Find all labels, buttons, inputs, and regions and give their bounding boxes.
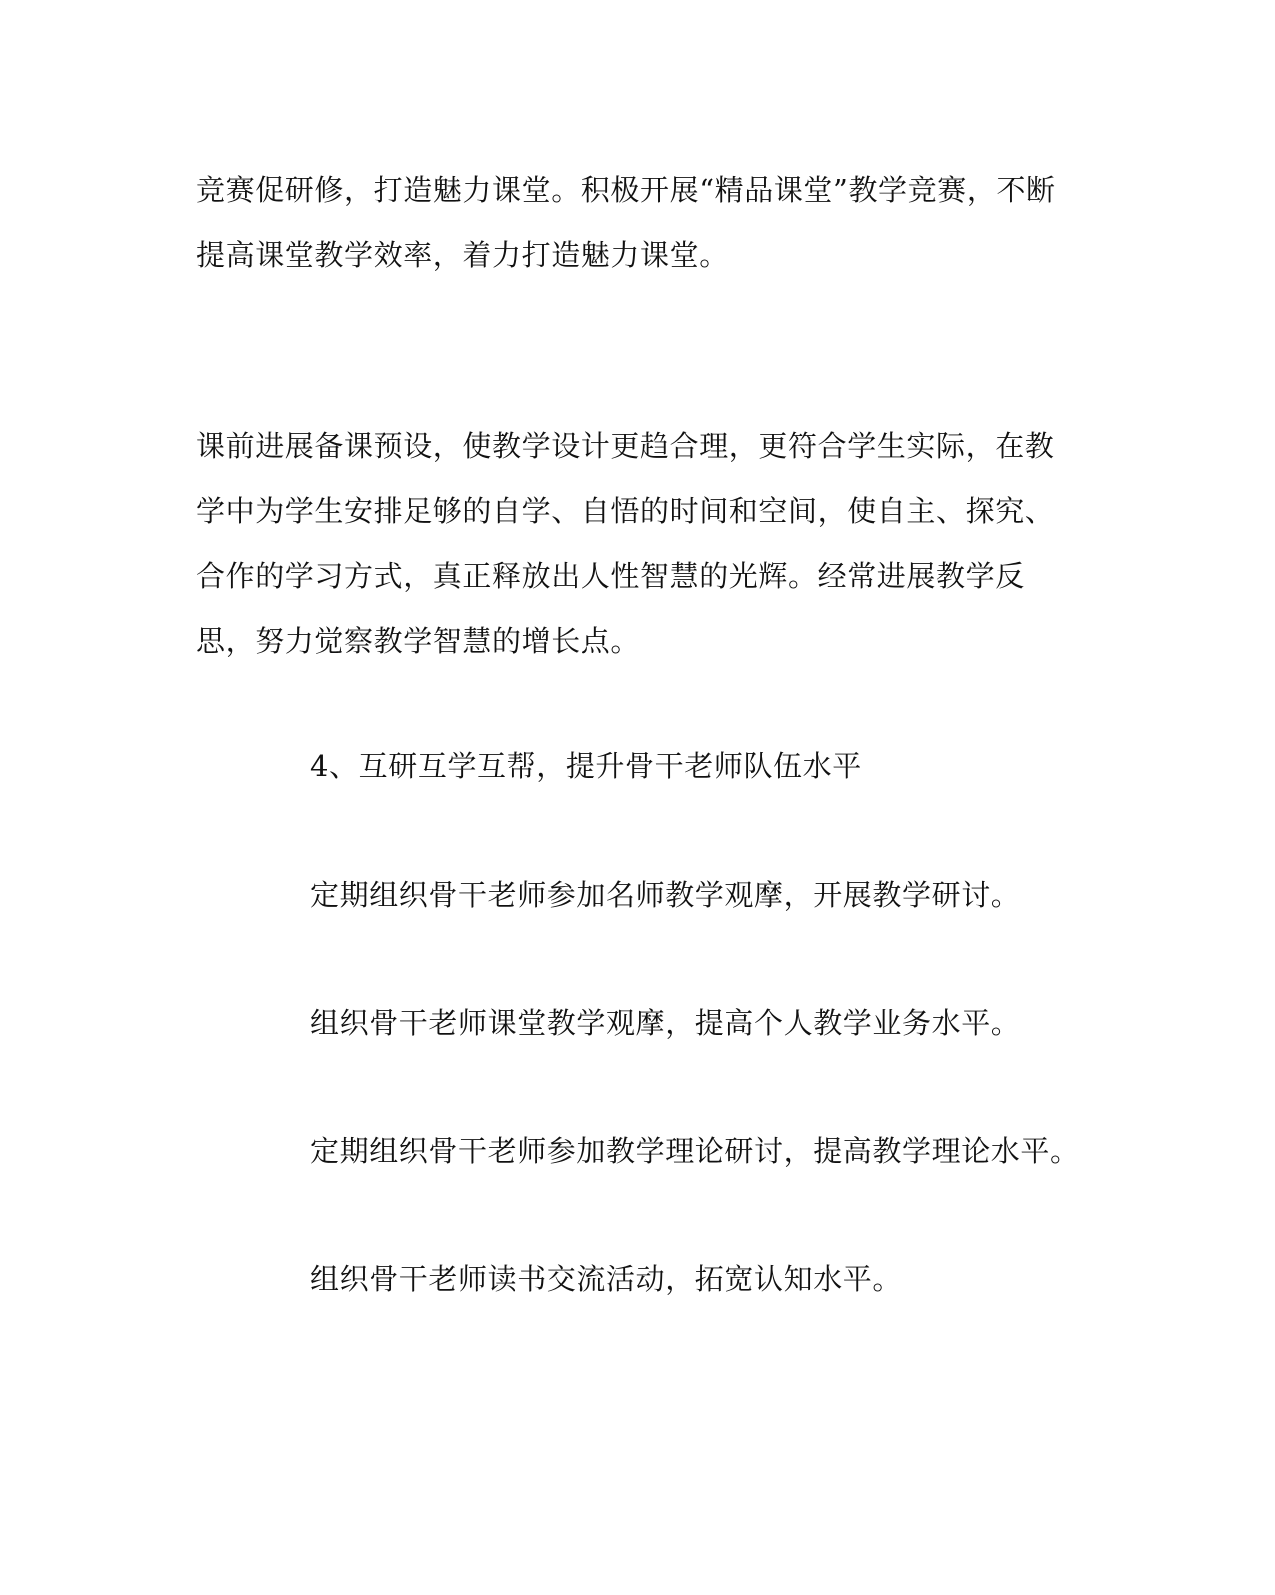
list-item: 组织骨干老师课堂教学观摩，提高个人教学业务水平。 — [310, 1006, 1021, 1040]
list-item: 定期组织骨干老师参加名师教学观摩，开展教学研讨。 — [310, 878, 1021, 912]
paragraph-lesson-preparation: 课前进展备课预设，使教学设计更趋合理，更符合学生实际，在教学中为学生安排足够的自学、自悟的时间和空间，使自主、探究、合作的学习方式，真正释放出人性智慧的光辉。经常进展教学反思，努力觉察教学智慧的增长点。 — [196, 429, 1055, 658]
section-heading: 4、互研互学互帮，提升骨干老师队伍水平 — [310, 749, 862, 783]
list-item: 组织骨干老师读书交流活动，拓宽认知水平。 — [310, 1262, 903, 1296]
paragraph-competition: 竞赛促研修，打造魅力课堂。积极开展“精品课堂”教学竞赛，不断提高课堂教学效率，着力打造魅力课堂。 — [196, 173, 1056, 272]
list-item: 定期组织骨干老师参加教学理论研讨，提高教学理论水平。 — [310, 1134, 1080, 1168]
